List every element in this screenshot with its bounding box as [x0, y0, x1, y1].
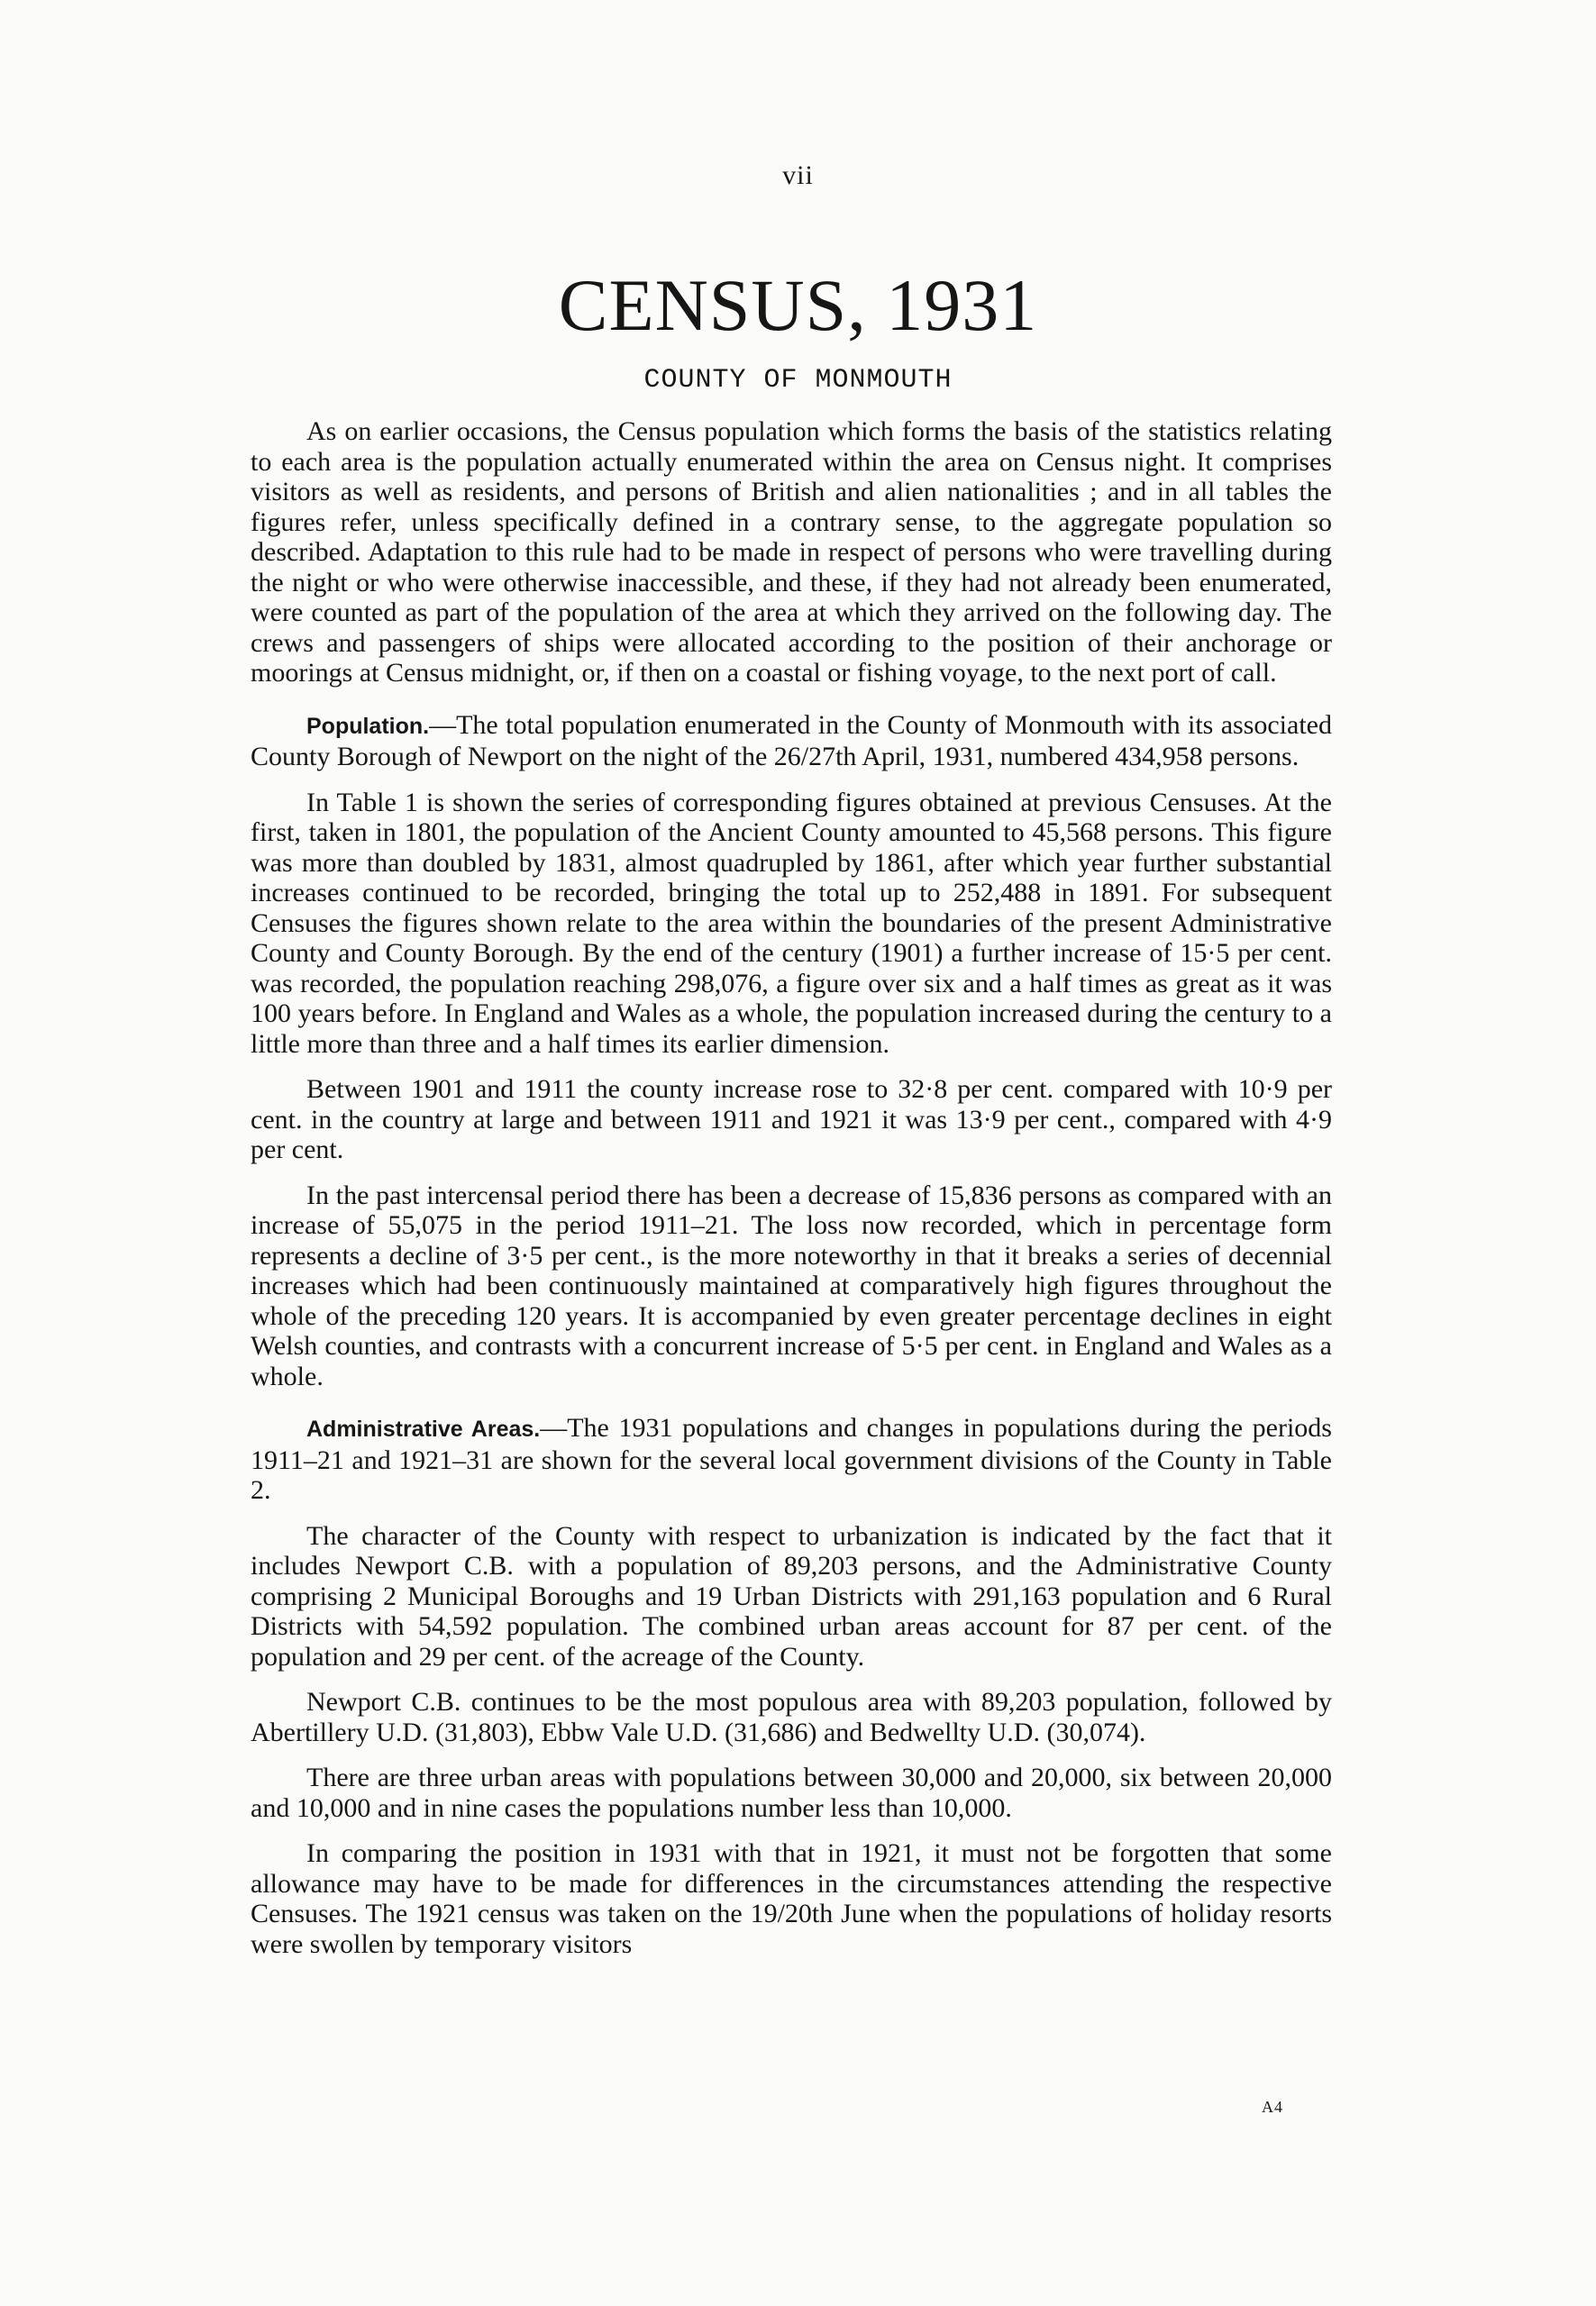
paragraph-text: —The 1931 populations and changes in populations during the periods 1911–21 and 1921–31 are shown for the several local government divisions of the County in Table 2.	[251, 1413, 1332, 1505]
paragraph-text: —The total population enumerated in the County of Monmouth with its associated County Borough of Newport on the night of the 26/27th April, 1931, numbered 434,958 persons.	[251, 709, 1332, 771]
paragraph-text: The character of the County with respect to urbanization is indicated by the fact that it includes Newport C.B. with a population of 89,203 persons, and the Administrative County comprising 2 Municipal Boroughs and 19 Urban Districts with 291,163 population and 6 Rural Districts with 54,592 population. The combined urban areas account for 87 per cent. of the population and 29 per cent. of the acreage of the County.	[251, 1520, 1332, 1672]
paragraph-population	[251, 710, 1332, 772]
signature-mark: A4	[1262, 2098, 1283, 2116]
paragraph-table1	[251, 788, 1332, 1060]
paragraph-intro	[251, 416, 1332, 688]
paragraph-comparison	[251, 1838, 1332, 1959]
paragraph-text: As on earlier occasions, the Census population which forms the basis of the statistics relating to each area is the population actually enumerated within the area on Census night. It comprises visitors as well as residents, and persons of British and alien nationalities ; and in all tables the figures refer, unless specifically defined in a contrary sense, to the aggregate population so described. Adaptation to this rule had to be made in respect of persons who were travelling during the night or who were otherwise inaccessible, and these, if they had not already been enumerated, were counted as part of the population of the area at which they arrived on the following day. The crews and passengers of ships were allocated according to the position of their anchorage or moorings at Census midnight, or, if then on a coastal or fishing voyage, to the next port of call.	[251, 416, 1332, 688]
paragraph-administrative-areas	[251, 1413, 1332, 1506]
paragraph-text: In the past intercensal period there has been a decrease of 15,836 persons as compared with an increase of 55,075 in the period 1911–21. The loss now recorded, which in percentage form represents a decline of 3·5 per cent., is the more noteworthy in that it breaks a series of decennial increases which had been continuously maintained at comparatively high figures throughout the whole of the preceding 120 years. It is accompanied by even greater percentage declines in eight Welsh counties, and contrasts with a concurrent increase of 5·5 per cent. in England and Wales as a whole.	[251, 1180, 1332, 1391]
section-heading-administrative-areas: Administrative Areas.	[306, 1417, 541, 1442]
section-heading-population: Population.	[306, 713, 430, 739]
paragraph-intercensal	[251, 1180, 1332, 1392]
paragraph-1901-1911	[251, 1074, 1332, 1165]
paragraph-text: There are three urban areas with populations between 30,000 and 20,000, six between 20,000 and 10,000 and in nine cases the populations number less than 10,000.	[251, 1763, 1332, 1823]
paragraph-urban-counts	[251, 1763, 1332, 1823]
page-subtitle: COUNTY OF MONMOUTH	[643, 365, 953, 396]
page-title: CENSUS, 1931	[558, 264, 1038, 346]
paragraph-newport	[251, 1687, 1332, 1747]
body-text	[251, 416, 1332, 1974]
page-number: vii	[782, 160, 814, 190]
paragraph-text: In comparing the position in 1931 with that in 1921, it must not be forgotten that some allowance may have to be made for differences in the circumstances attending the respective Censuses. The 1921 census was taken on the 19/20th June when the populations of holiday resorts were swollen by temporary visitors	[251, 1838, 1332, 1959]
paragraph-text: Between 1901 and 1911 the county increase rose to 32·8 per cent. compared with 10·9 per cent. in the country at large and between 1911 and 1921 it was 13·9 per cent., compared with 4·9 per cent.	[251, 1074, 1332, 1164]
paragraph-text: In Table 1 is shown the series of corresponding figures obtained at previous Censuses. At the first, taken in 1801, the population of the Ancient County amounted to 45,568 persons. This figure was more than doubled by 1831, almost quadrupled by 1861, after which year further substantial increases continued to be recorded, bringing the total up to 252,488 in 1891. For subsequent Censuses the figures shown relate to the area within the boundaries of the present Administrative County and County Borough. By the end of the century (1901) a further increase of 15·5 per cent. was recorded, the population reaching 298,076, a figure over six and a half times as great as it was 100 years before. In England and Wales as a whole, the population increased during the century to a little more than three and a half times its earlier dimension.	[251, 787, 1332, 1059]
paragraph-urbanization	[251, 1521, 1332, 1673]
paragraph-text: Newport C.B. continues to be the most populous area with 89,203 population, followed by Abertillery U.D. (31,803), Ebbw Vale U.D. (31,686) and Bedwellty U.D. (30,074).	[251, 1687, 1332, 1747]
